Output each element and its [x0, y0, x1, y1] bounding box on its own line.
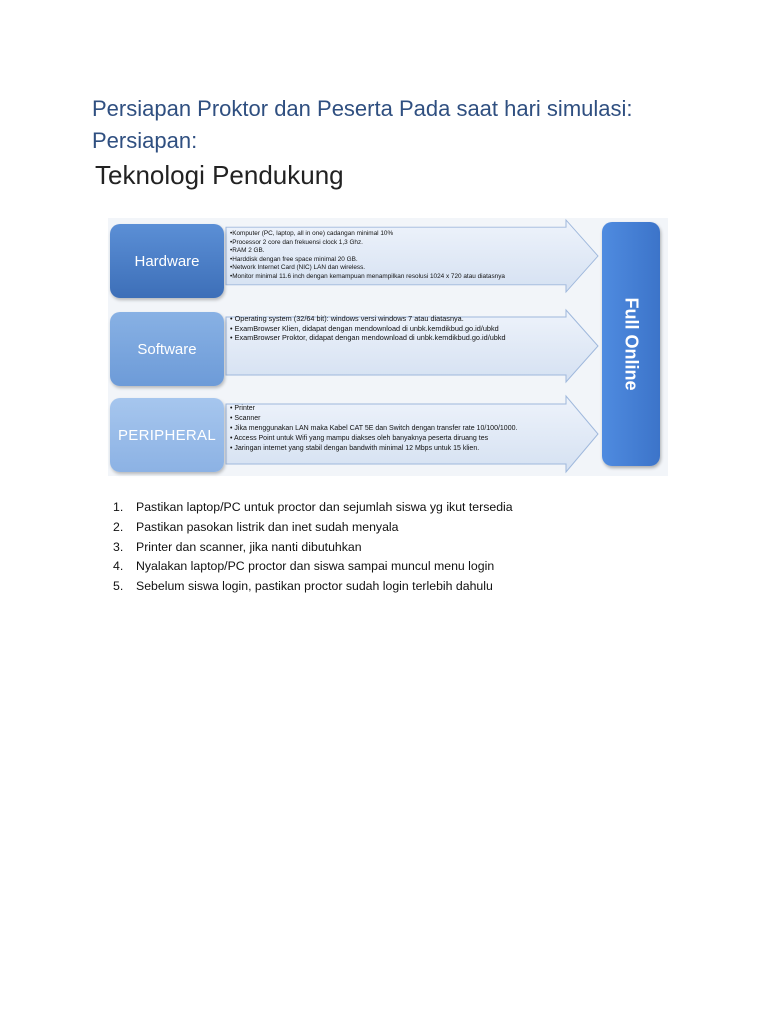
- peripheral-spec-list: [230, 404, 570, 454]
- list-text: Nyalakan laptop/PC proctor dan siswa sampai muncul menu login: [136, 559, 495, 574]
- spec-item: • Jaringan internet yang stabil dengan bandwith minimal 12 Mbps untuk 15 klien.: [230, 445, 480, 452]
- software-arrow: [226, 310, 600, 382]
- hardware-spec-list: [230, 230, 570, 282]
- hardware-box: Hardware: [110, 224, 224, 298]
- spec-item: •Network Internet Card (NIC) LAN dan wireless.: [230, 264, 366, 272]
- spec-item: • Printer: [230, 405, 256, 412]
- list-text: Sebelum siswa login, pastikan proctor sudah login terlebih dahulu: [136, 579, 493, 594]
- peripheral-arrow: [226, 396, 600, 468]
- full-online-bar: [602, 222, 660, 466]
- list-item: [110, 498, 513, 518]
- software-box: Software: [110, 312, 224, 386]
- spec-item: • Jika menggunakan LAN maka Kabel CAT 5E dan Switch dengan transfer rate 10/100/1000.: [230, 425, 518, 432]
- list-item: [110, 518, 513, 538]
- spec-item: •Monitor minimal 11.6 inch dengan kemampuan menampilkan resolusi 1024 x 720 atau diatasnya: [230, 272, 505, 280]
- spec-item: • Operating system (32/64 bit): windows versi windows 7 atau diatasnya.: [230, 314, 464, 323]
- list-number: 1.: [113, 500, 124, 514]
- technology-diagram: [108, 218, 668, 478]
- list-text: Printer dan scanner, jika nanti dibutuhkan: [136, 539, 362, 554]
- document-heading: Persiapan Proktor dan Peserta Pada saat hari simulasi:: [92, 96, 633, 121]
- spec-item: • Access Point untuk Wifi yang mampu diakses oleh banyaknya peserta diruang tes: [230, 435, 489, 442]
- document-subheading: Persiapan:: [92, 128, 198, 153]
- list-item: [110, 577, 513, 597]
- list-item: [110, 538, 513, 558]
- spec-item: • ExamBrowser Klien, didapat dengan mendownload di unbk.kemdikbud.go.id/ubkd: [230, 323, 499, 333]
- list-text: Pastikan pasokan listrik dan inet sudah menyala: [136, 519, 399, 534]
- peripheral-box: PERIPHERAL: [110, 398, 224, 472]
- spec-item: • ExamBrowser Proktor, didapat dengan mendownload di unbk.kemdikbud.go.id/ubkd: [230, 333, 506, 343]
- list-text: Pastikan laptop/PC untuk proctor dan sejumlah siswa yg ikut tersedia: [136, 500, 513, 514]
- spec-item: •Harddisk dengan free space minimal 20 GB.: [230, 255, 358, 263]
- spec-item: •RAM 2 GB.: [230, 247, 265, 255]
- list-number: 4.: [113, 559, 124, 574]
- list-number: 3.: [113, 539, 124, 554]
- list-number: 5.: [113, 579, 124, 594]
- spec-item: •Komputer (PC, laptop, all in one) cadangan minimal 10%: [230, 230, 394, 237]
- list-number: 2.: [113, 519, 124, 534]
- hardware-arrow: [226, 220, 600, 292]
- figure-title: Teknologi Pendukung: [95, 160, 344, 190]
- full-online-label: Full Online: [621, 297, 642, 391]
- preparation-steps-list: [110, 498, 513, 597]
- spec-item: • Scanner: [230, 415, 261, 422]
- spec-item: •Processor 2 core dan frekuensi clock 1,3 Ghz.: [230, 238, 363, 246]
- software-spec-list: [230, 314, 570, 343]
- list-item: [110, 557, 513, 577]
